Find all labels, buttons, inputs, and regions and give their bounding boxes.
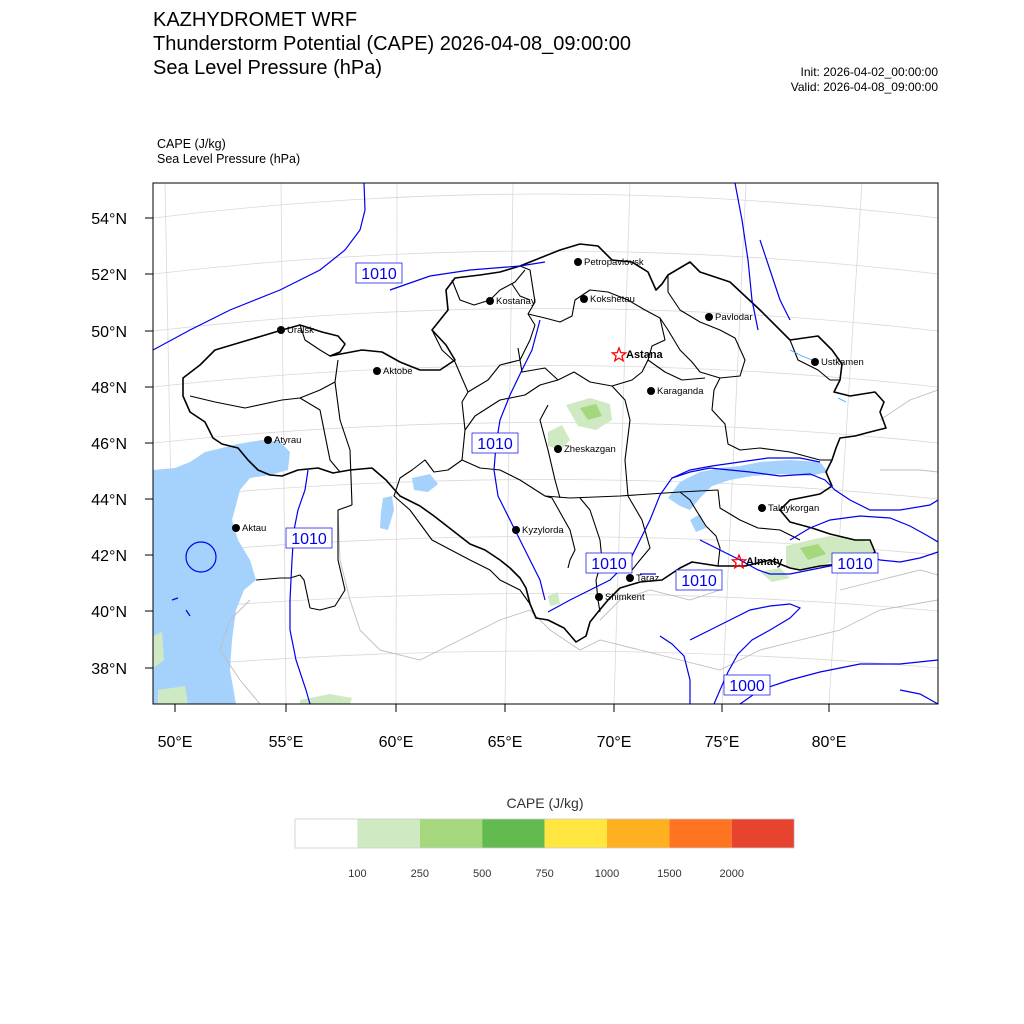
init-time: Init: 2026-04-02_00:00:00	[800, 65, 938, 79]
svg-text:Aktau: Aktau	[242, 523, 267, 534]
svg-text:Petropavlovsk: Petropavlovsk	[584, 257, 644, 268]
isobar-labels	[291, 266, 873, 695]
svg-text:Uralsk: Uralsk	[287, 325, 314, 336]
city-almaty	[732, 555, 783, 568]
city-aktobe	[373, 366, 413, 377]
city-kostanay	[486, 296, 536, 307]
colorbar-swatch	[295, 819, 357, 848]
svg-text:Ustkamen: Ustkamen	[821, 357, 864, 368]
field-label-slp: Sea Level Pressure (hPa)	[157, 152, 301, 166]
svg-text:Aktobe: Aktobe	[383, 366, 413, 377]
isobar-label: 1010	[477, 436, 513, 453]
svg-text:Zheskazgan: Zheskazgan	[564, 444, 616, 455]
colorbar-swatch	[545, 819, 607, 848]
lon-label: 60°E	[378, 734, 414, 751]
svg-text:Pavlodar: Pavlodar	[715, 312, 753, 323]
colorbar-level-label: 1500	[657, 868, 682, 880]
map-layers	[153, 183, 938, 704]
valid-time: Valid: 2026-04-08_09:00:00	[790, 80, 938, 94]
colorbar-swatch	[420, 819, 482, 848]
city-aktau	[232, 523, 266, 534]
isobar-1010-west	[153, 183, 365, 350]
city-karaganda	[647, 386, 704, 397]
svg-text:Atyrau: Atyrau	[274, 435, 302, 446]
isobar-1010-kz	[494, 320, 545, 600]
lon-label: 65°E	[487, 734, 523, 751]
title-model: KAZHYDROMET WRF	[153, 9, 358, 31]
colorbar-title: CAPE (J/kg)	[506, 795, 584, 811]
colorbar-swatch	[732, 819, 794, 848]
city-kyzylorda	[512, 525, 564, 536]
city-taldykorgan	[758, 503, 819, 514]
lat-label: 40°N	[91, 604, 127, 621]
lat-label: 38°N	[91, 661, 127, 678]
isobar-1010-south	[548, 468, 938, 612]
isobar-label: 1010	[361, 266, 397, 283]
city-zheskazgan	[554, 444, 616, 455]
svg-text:Taldykorgan: Taldykorgan	[768, 503, 820, 514]
city-ustkamen	[811, 357, 864, 368]
colorbar-swatch	[669, 819, 731, 848]
svg-text:Astana: Astana	[626, 349, 663, 361]
lat-label: 44°N	[91, 492, 127, 509]
svg-text:Taraz: Taraz	[636, 573, 660, 584]
colorbar-level-label: 750	[535, 868, 554, 880]
field-label-cape: CAPE (J/kg)	[157, 137, 226, 151]
title-secondary-field: Sea Level Pressure (hPa)	[153, 57, 383, 79]
isobar-label: 1010	[837, 556, 873, 573]
colorbar-level-label: 500	[473, 868, 492, 880]
lon-label: 55°E	[268, 734, 304, 751]
lat-label: 52°N	[91, 267, 127, 284]
svg-text:Almaty: Almaty	[746, 556, 783, 568]
lat-label: 54°N	[91, 211, 127, 228]
isobar-label: 1010	[291, 531, 327, 548]
lat-ticks	[145, 218, 153, 668]
colorbar-swatch	[482, 819, 544, 848]
colorbar-level-label: 2000	[719, 868, 745, 880]
svg-text:Shimkent: Shimkent	[605, 592, 645, 603]
colorbar-level-label: 250	[410, 868, 429, 880]
title-field: Thunderstorm Potential (CAPE) 2026-04-08_09:00:00	[153, 33, 632, 55]
lon-ticks	[175, 704, 829, 712]
lat-label: 46°N	[91, 436, 127, 453]
colorbar-level-label: 1000	[594, 868, 620, 880]
colorbar-level-label: 100	[348, 868, 367, 880]
city-astana	[612, 348, 663, 361]
colorbar	[295, 819, 794, 848]
isobar-label-boxes	[286, 263, 878, 695]
isobar-label: 1010	[681, 573, 717, 590]
lon-labels	[158, 734, 847, 751]
aral-sea	[380, 496, 394, 530]
isobar-label: 1010	[591, 556, 627, 573]
lat-label: 42°N	[91, 548, 127, 565]
lon-label: 70°E	[596, 734, 632, 751]
capital-star-icon	[612, 348, 625, 361]
lon-label: 80°E	[811, 734, 847, 751]
isobar-label: 1000	[729, 678, 765, 695]
lat-label: 50°N	[91, 324, 127, 341]
lon-label: 50°E	[157, 734, 193, 751]
svg-text:Kostanay: Kostanay	[496, 296, 536, 307]
lat-labels	[91, 211, 127, 678]
caspian-sea	[153, 440, 290, 704]
lat-label: 48°N	[91, 380, 127, 397]
city-petropavlovsk	[574, 257, 644, 268]
city-pavlodar	[705, 312, 753, 323]
city-kokshetau	[580, 294, 635, 305]
svg-text:Kyzylorda: Kyzylorda	[522, 525, 564, 536]
isobar-1010-sw	[290, 470, 310, 704]
city-taraz	[626, 573, 659, 584]
colorbar-swatch	[607, 819, 669, 848]
svg-text:Kokshetau: Kokshetau	[590, 294, 635, 305]
svg-text:Karaganda: Karaganda	[657, 386, 704, 397]
colorbar-swatch	[357, 819, 419, 848]
lon-label: 75°E	[704, 734, 740, 751]
